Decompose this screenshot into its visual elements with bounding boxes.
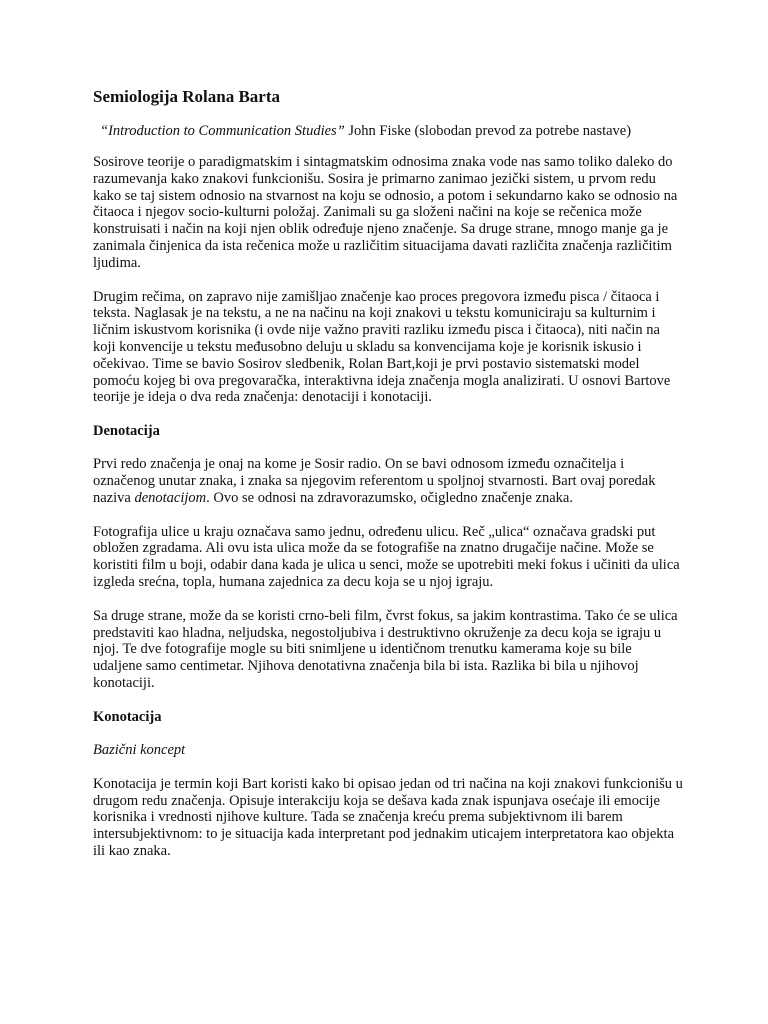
page-title: Semiologija Rolana Barta: [93, 87, 280, 106]
konotacija-paragraph-1: Konotacija je termin koji Bart koristi kako bi opisao jedan od tri načina na koji znakovi funkcionišu u drugom redu značenja. Opisuje interakciju koja se dešava kada znak ispunjava osećaje ili emocije korisnika i vrednosti njihove kulture. Tada se značenja kreću prema subjektivnom ili barem intersubjektivnom: to je situacija kada interpretant pod jednakim uticajem interpretatora kao objekta ili kao znaka.: [93, 775, 683, 859]
document-body: [93, 86, 683, 877]
section-heading-konotacija: Konotacija: [93, 708, 162, 725]
section-heading-denotacija: Denotacija: [93, 423, 160, 440]
denotacija-p1-text: Prvi redo značenja je onaj na kome je Sosir radio. On se bavi odnosom između označitelja i označenog unutar znaka, i znaka sa njegovim referentom u spoljnoj stvarnosti. Bart ovaj poredak naziva: [93, 456, 656, 506]
denotacija-paragraph-2: Fotografija ulice u kraju označava samo jednu, određenu ulicu. Reč „ulica“ označava gradski put obložen zgradama. Ali ovu ista ulica može da se fotografiše na znatno drugačije načine. Može se koristiti film u boji, odabir dana kada je ulica u senci, može se upotrebiti meki fokus i učiniti da ulica izgleda srećna, topla, humana zajednica za decu koja se u njoj igraju.: [93, 523, 680, 590]
source-work-title: “Introduction to Communication Studies”: [100, 123, 345, 139]
denotacija-paragraph-1: [93, 456, 683, 506]
denotacija-p1-text-end: . Ovo se odnosi na zdravorazumsko, očigledno značenje znaka.: [206, 489, 573, 506]
source-citation: [100, 123, 683, 140]
intro-paragraph-2: Drugim rečima, on zapravo nije zamišljao značenje kao proces pregovora između pisca / čitaoca i teksta. Naglasak je na tekstu, a ne na načinu na koji znakovi u tekstu komuniciraju sa kulturnim i ličnim iskustvom korisnika (i ovde nije važno praviti razliku između pisca i čitaoca), niti način na koji konvencije u tekstu međusobno deluju u skladu sa konvencijama koje je korisnik iskusio i očekivao. Time se bavio Sosirov sledbenik, Rolan Bart,koji je prvi postavio sistematski model pomoću kojeg bi ova pregovaračka, interaktivna ideja značenja mogla analizirati. U osnovi Bartove teorije je ideja o dva reda značenja: denotaciji i konotaciji.: [93, 288, 671, 406]
subheading-bazicni-koncept: Bazični koncept: [93, 741, 186, 758]
source-author-note: John Fiske (slobodan prevod za potrebe nastave): [344, 123, 632, 139]
denotacija-paragraph-3: Sa druge strane, može da se koristi crno-beli film, čvrst fokus, sa jakim kontrastima. Tako će se ulica predstaviti kao hladna, neljudska, negostoljubiva i destruktivno okruženje za decu koja se igraju u njoj. Te dve fotografije mogle su biti snimljene u identičnom trenutku kamerama koje su bile udaljene samo centimetar. Njihova denotativna značenja bila bi ista. Razlika bi bila u njihovoj konotaciji.: [93, 607, 678, 691]
denotacija-term: denotacijom: [134, 489, 207, 506]
intro-paragraph-1: Sosirove teorije o paradigmatskim i sintagmatskim odnosima znaka vode nas samo toliko daleko do razumevanja kako znakovi funkcionišu. Sosira je primarno zanimao jezički sistem, u prvom redu kako se taj sistem odnosio na stvarnost na koju se odnosio, a potom i sekundarno kako se odnosio na čitaoca i njegov socio-kulturni položaj. Zanimali su ga složeni načini na koje se rečenica može konstruisati i način na koji njen oblik određuje njeno značenje. Sa druge strane, mnogo manje ga je zanimala činjenica da ista rečenica može u različitim situacijama davati različita značenja različitim ljudima.: [93, 154, 678, 271]
